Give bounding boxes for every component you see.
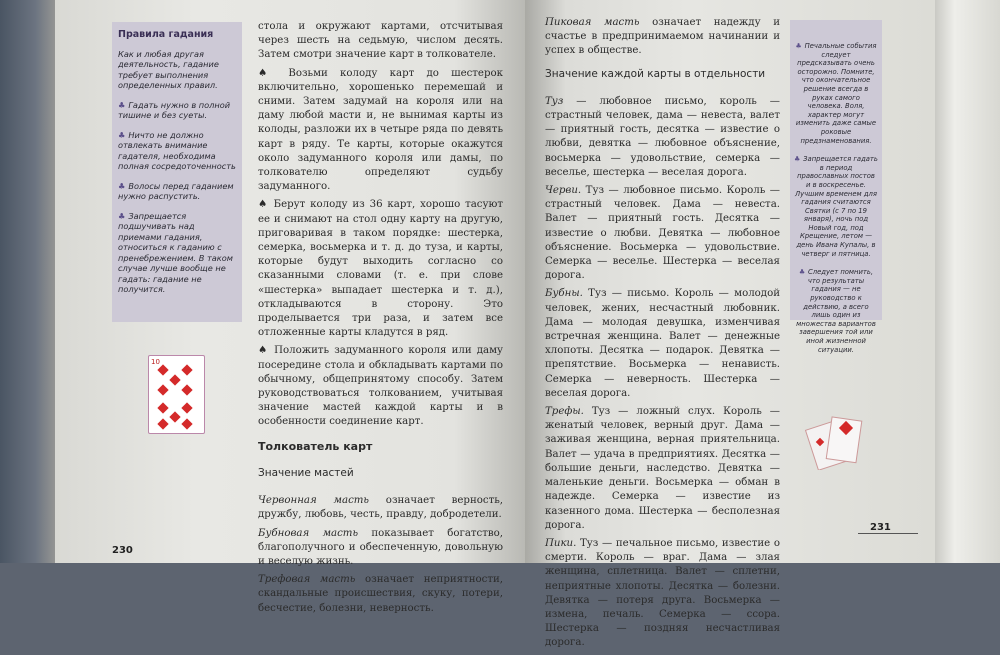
spade-icon: ♠ xyxy=(258,345,275,357)
paragraph: ♠ Возьми колоду карт до шестерок включительно, хорошенько перемешай и сними. Затем задумай на короля или на даму любой масти и, не вынимая карты из колоды, разложи их в четыре ряда по девять карт в ряду. Те карты, которые окажутся около задуманного короля или дамы, по толкователю определяют судьбу задуманного. xyxy=(258,67,503,193)
diamond-pip xyxy=(157,418,168,429)
sidebar-intro: Как и любая другая деятельность, гадание требует выполнения определенных правил. xyxy=(118,48,219,90)
paragraph: ♠ Положить задуманного короля или даму посередине стола и обкладывать картами по обычному, общепринятому способу. Затем руководствоваться толкованием, учитывая значение мастей каждой карты и в особенности соединение карт. xyxy=(258,345,503,428)
club-icon: ♣ xyxy=(118,129,126,140)
diamond-pip xyxy=(181,384,192,395)
card-meaning: Пики. Туз — печальное письмо, известие о смерти. Король — враг. Дама — злая женщина, сплетница. Валет — сплетни, неприятные хлопоты. Десятка — болезни. Девятка — потеря друга. Восьмерка — измена, печаль. Семерка — ссора. Шестерка — поздняя несчастливая дорога. xyxy=(545,537,780,649)
right-text-column xyxy=(545,16,780,655)
suit-paragraph: Пиковая масть означает надежду и счастье в предпринимаемом начинании и успех в обществе. xyxy=(545,17,780,57)
sidebar-rule: ♣ Ничто не должно отвлекать внимание гадателя, необходима полная сосредоточенность xyxy=(118,129,236,171)
card-meaning: Туз — любовное письмо, король — страстный человек, дама — невеста, валет — приятный гость, десятка — известие о любви, девятка — любовное объяснение, восьмерка — удовольствие, семерка — веселье, шестерка — веселая дорога. xyxy=(545,95,780,178)
paragraph: ♠ Берут колоду из 36 карт, хорошо тасуют ее и снимают на стол одну карту на другую, приговаривая в таком порядке: шестерка, семерка, восьмерка и т. д. до туза, и карты, которые будут выходить согласно со сказанными словами (т. е. при слове «шестерка» выпадает шестерка и т. д.), откладываются в сторону. Это проделывается три раза, и затем все отложенные карты кладутся в ряд. xyxy=(258,199,504,339)
card-meaning: Трефы. Туз — ложный слух. Король — женатый человек, верный друг. Дама — заживая женщина, верная приятельница. Валет — удача в предприятиях. Десятка — большие деньги, наследство. Девятка — маленькие деньги. Восьмерка — обман в надежде. Семерка — известие из казенного дома. Шестерка — бесполезная дорога. xyxy=(545,406,780,531)
diamond-pip xyxy=(157,402,168,413)
club-icon: ♣ xyxy=(794,155,801,164)
playing-cards-illustration xyxy=(805,415,877,470)
diamond-pip xyxy=(181,418,192,429)
notes-sidebar xyxy=(790,20,882,354)
suit-paragraph: Червонная масть означает верность, дружбу, любовь, честь, правду, добродетели. xyxy=(258,495,503,521)
sidebar-rule: ♣ Волосы перед гаданием нужно распустить. xyxy=(118,180,234,201)
page-rule xyxy=(858,533,918,534)
suit-paragraph: Трефовая масть означает неприятности, скандальные происшествия, скуку, потери, бесчестие, болезни, неверность. xyxy=(258,574,504,614)
left-text-column xyxy=(258,20,503,620)
sidebar-note: ♣ Следует помнить, что результаты гадания — не руководство к действию, а всего лишь один из множества вариантов завершения той или иной жизненной ситуации. xyxy=(796,268,876,354)
diamond-pip xyxy=(169,411,180,422)
diamond-pip xyxy=(181,364,192,375)
book-cover-left xyxy=(0,0,58,563)
spade-icon: ♠ xyxy=(258,67,289,79)
diamond-pip xyxy=(157,384,168,395)
diamond-pip xyxy=(181,402,192,413)
club-icon: ♣ xyxy=(795,42,802,50)
spade-icon: ♠ xyxy=(258,199,274,211)
section-subheading: Значение мастей xyxy=(258,466,354,479)
club-icon: ♣ xyxy=(118,210,126,221)
sidebar-rule: ♣ Запрещается подшучивать над приемами гадания, относиться к гаданию с пренебрежением. В таком случае лучше вообще не гадать: гадание не получится. xyxy=(118,210,233,294)
rules-sidebar xyxy=(112,22,242,322)
suit-paragraph: Бубновая масть показывает богатство, благополучного и обеспеченную, довольную и веселую жизнь. xyxy=(258,527,503,567)
page-number-right: 231 xyxy=(870,522,891,533)
diamond-pip xyxy=(157,364,168,375)
book-edge-right xyxy=(935,0,1000,563)
club-icon: ♣ xyxy=(118,99,126,110)
page-number-left: 230 xyxy=(112,545,133,556)
sidebar-note: ♣ Запрещается гадать в период православных постов и в воскресенье. Лучшим временем для гадания считаются Святки (с 7 по 19 января), ночь под Новый год, под Крещение, летом — день Ивана Купалы, в четверг и пятница. xyxy=(794,155,878,258)
paragraph: стола и окружают картами, отсчитывая через шесть на седьмую, числом десять. Затем смотри значение карт в толкователе. xyxy=(258,21,503,61)
sidebar-rule: ♣ Гадать нужно в полной тишине и без суеты. xyxy=(118,99,231,120)
sidebar-note: ♣ Печальные события следует предсказывать очень осторожно. Помните, что окончательное решение всегда в руках самого человека. Воля, характер могут изменить даже самые роковые предзнаменования. xyxy=(795,42,877,145)
section-heading: Толкователь карт xyxy=(258,439,373,453)
card-meaning: Бубны. Туз — письмо. Король — молодой человек, жених, несчастный любовник. Дама — молодая девушка, изменчивая встречная женщина. Валет — денежные хлопоты. Десятка — подарок. Девятка — препятствие. Восьмерка — ненависть. Семерка — неверность. Шестерка — веселая дорога. xyxy=(545,288,780,399)
playing-card-icon xyxy=(148,355,205,434)
club-icon: ♣ xyxy=(118,180,126,191)
card-index: 10 xyxy=(151,358,160,366)
card-meaning: Черви. Туз — любовное письмо. Король — страстный человек. Дама — невеста. Валет — приятный гость. Десятка — известие о любви. Девятка — любовное объяснение. Восьмерка — удовольствие. Семерка — веселье. Шестерка — веселая дорога. xyxy=(545,185,780,282)
section-subheading: Значение каждой карты в отдельности xyxy=(545,67,766,80)
diamond-pip xyxy=(169,374,180,385)
sidebar-title: Правила гадания xyxy=(118,29,214,40)
club-icon: ♣ xyxy=(798,268,806,277)
